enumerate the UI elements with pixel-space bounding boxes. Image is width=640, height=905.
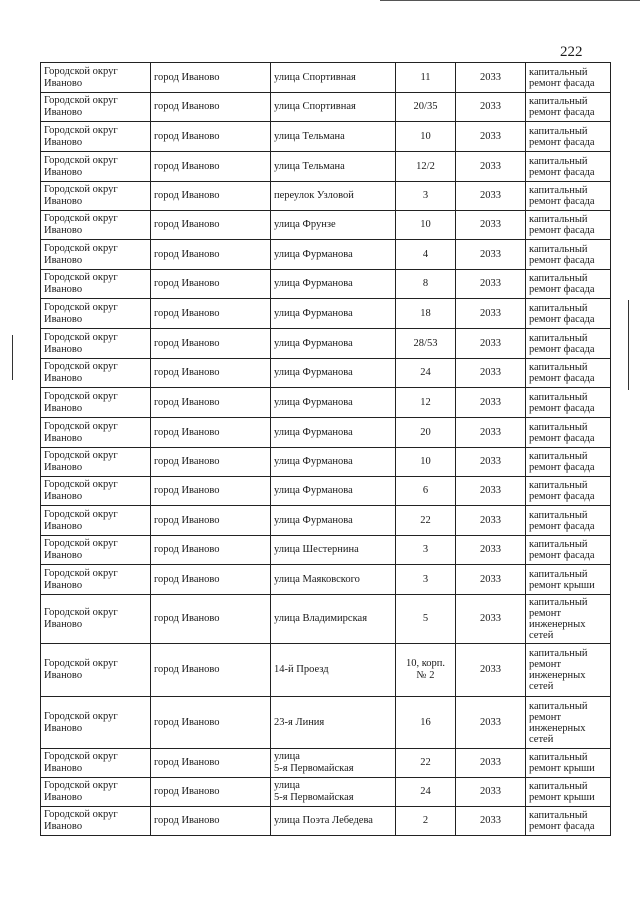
house-number-cell: 22 <box>396 749 456 778</box>
year-cell: 2033 <box>456 329 526 359</box>
city-cell: город Иваново <box>151 63 271 93</box>
street-cell: улица Поэта Лебедева <box>271 807 396 836</box>
year-cell: 2033 <box>456 807 526 836</box>
street-cell: улица Фурманова <box>271 418 396 448</box>
house-number-cell: 10 <box>396 448 456 477</box>
year-cell: 2033 <box>456 152 526 182</box>
work-type-cell: капитальный ремонт фасада <box>526 122 611 152</box>
municipal-district-cell: Городской округ Иваново <box>41 329 151 359</box>
city-cell: город Иваново <box>151 448 271 477</box>
street-cell: улица Спортивная <box>271 93 396 122</box>
house-number-cell: 20 <box>396 418 456 448</box>
work-type-cell: капитальный ремонт инженерных сетей <box>526 595 611 644</box>
work-type-cell: капитальный ремонт фасада <box>526 152 611 182</box>
municipal-district-cell: Городской округ Иваново <box>41 270 151 299</box>
table-row <box>41 807 611 836</box>
city-cell: город Иваново <box>151 359 271 388</box>
work-type-cell: капитальный ремонт фасада <box>526 418 611 448</box>
municipal-district-cell: Городской округ Иваново <box>41 807 151 836</box>
house-number-cell: 12/2 <box>396 152 456 182</box>
city-cell: город Иваново <box>151 749 271 778</box>
work-type-cell: капитальный ремонт фасада <box>526 477 611 506</box>
registry-table <box>40 62 611 836</box>
work-type-cell: капитальный ремонт фасада <box>526 211 611 240</box>
municipal-district-cell: Городской округ Иваново <box>41 536 151 565</box>
municipal-district-cell: Городской округ Иваново <box>41 477 151 506</box>
registry-table-body <box>41 63 611 836</box>
table-row <box>41 506 611 536</box>
scan-edge-line <box>380 0 640 7</box>
city-cell: город Иваново <box>151 211 271 240</box>
year-cell: 2033 <box>456 63 526 93</box>
work-type-cell: капитальный ремонт фасада <box>526 506 611 536</box>
table-row <box>41 418 611 448</box>
work-type-cell: капитальный ремонт фасада <box>526 329 611 359</box>
street-cell: улица Тельмана <box>271 122 396 152</box>
municipal-district-cell: Городской округ Иваново <box>41 644 151 697</box>
table-row <box>41 93 611 122</box>
work-type-cell: капитальный ремонт фасада <box>526 182 611 211</box>
year-cell: 2033 <box>456 778 526 807</box>
municipal-district-cell: Городской округ Иваново <box>41 388 151 418</box>
table-row <box>41 595 611 644</box>
table-row <box>41 565 611 595</box>
street-cell: улица Фурманова <box>271 270 396 299</box>
street-cell: 14-й Проезд <box>271 644 396 697</box>
year-cell: 2033 <box>456 477 526 506</box>
municipal-district-cell: Городской округ Иваново <box>41 595 151 644</box>
street-cell: улица Тельмана <box>271 152 396 182</box>
city-cell: город Иваново <box>151 644 271 697</box>
city-cell: город Иваново <box>151 807 271 836</box>
table-row <box>41 778 611 807</box>
house-number-cell: 12 <box>396 388 456 418</box>
municipal-district-cell: Городской округ Иваново <box>41 182 151 211</box>
year-cell: 2033 <box>456 182 526 211</box>
table-row <box>41 240 611 270</box>
work-type-cell: капитальный ремонт фасада <box>526 448 611 477</box>
street-cell: улица Шестернина <box>271 536 396 565</box>
house-number-cell: 10, корп. № 2 <box>396 644 456 697</box>
house-number-cell: 8 <box>396 270 456 299</box>
scan-edge-mark-right <box>628 300 629 390</box>
work-type-cell: капитальный ремонт крыши <box>526 778 611 807</box>
municipal-district-cell: Городской округ Иваново <box>41 448 151 477</box>
work-type-cell: капитальный ремонт инженерных сетей <box>526 644 611 697</box>
year-cell: 2033 <box>456 359 526 388</box>
street-cell: улица 5-я Первомайская <box>271 778 396 807</box>
house-number-cell: 11 <box>396 63 456 93</box>
year-cell: 2033 <box>456 240 526 270</box>
table-row <box>41 359 611 388</box>
house-number-cell: 18 <box>396 299 456 329</box>
table-row <box>41 749 611 778</box>
city-cell: город Иваново <box>151 270 271 299</box>
year-cell: 2033 <box>456 122 526 152</box>
work-type-cell: капитальный ремонт инженерных сетей <box>526 697 611 749</box>
year-cell: 2033 <box>456 697 526 749</box>
street-cell: улица Владимирская <box>271 595 396 644</box>
year-cell: 2033 <box>456 211 526 240</box>
street-cell: улица Фурманова <box>271 506 396 536</box>
municipal-district-cell: Городской округ Иваново <box>41 697 151 749</box>
municipal-district-cell: Городской округ Иваново <box>41 240 151 270</box>
house-number-cell: 3 <box>396 565 456 595</box>
city-cell: город Иваново <box>151 93 271 122</box>
year-cell: 2033 <box>456 299 526 329</box>
city-cell: город Иваново <box>151 697 271 749</box>
table-row <box>41 63 611 93</box>
work-type-cell: капитальный ремонт фасада <box>526 388 611 418</box>
city-cell: город Иваново <box>151 595 271 644</box>
city-cell: город Иваново <box>151 506 271 536</box>
house-number-cell: 22 <box>396 506 456 536</box>
municipal-district-cell: Городской округ Иваново <box>41 211 151 240</box>
work-type-cell: капитальный ремонт фасада <box>526 359 611 388</box>
street-cell: 23-я Линия <box>271 697 396 749</box>
year-cell: 2033 <box>456 388 526 418</box>
year-cell: 2033 <box>456 536 526 565</box>
table-row <box>41 536 611 565</box>
city-cell: город Иваново <box>151 565 271 595</box>
house-number-cell: 28/53 <box>396 329 456 359</box>
city-cell: город Иваново <box>151 152 271 182</box>
city-cell: город Иваново <box>151 122 271 152</box>
city-cell: город Иваново <box>151 299 271 329</box>
year-cell: 2033 <box>456 644 526 697</box>
street-cell: улица 5-я Первомайская <box>271 749 396 778</box>
house-number-cell: 4 <box>396 240 456 270</box>
year-cell: 2033 <box>456 506 526 536</box>
street-cell: улица Фурманова <box>271 359 396 388</box>
municipal-district-cell: Городской округ Иваново <box>41 122 151 152</box>
page-number: 222 <box>560 44 583 60</box>
street-cell: улица Фурманова <box>271 388 396 418</box>
table-row <box>41 152 611 182</box>
work-type-cell: капитальный ремонт фасада <box>526 240 611 270</box>
house-number-cell: 24 <box>396 359 456 388</box>
year-cell: 2033 <box>456 270 526 299</box>
table-row <box>41 299 611 329</box>
street-cell: улица Фрунзе <box>271 211 396 240</box>
street-cell: улица Фурманова <box>271 477 396 506</box>
year-cell: 2033 <box>456 93 526 122</box>
work-type-cell: капитальный ремонт крыши <box>526 565 611 595</box>
year-cell: 2033 <box>456 749 526 778</box>
city-cell: город Иваново <box>151 240 271 270</box>
table-row <box>41 644 611 697</box>
municipal-district-cell: Городской округ Иваново <box>41 359 151 388</box>
municipal-district-cell: Городской округ Иваново <box>41 506 151 536</box>
house-number-cell: 16 <box>396 697 456 749</box>
street-cell: улица Маяковского <box>271 565 396 595</box>
year-cell: 2033 <box>456 418 526 448</box>
table-row <box>41 211 611 240</box>
municipal-district-cell: Городской округ Иваново <box>41 778 151 807</box>
city-cell: город Иваново <box>151 418 271 448</box>
work-type-cell: капитальный ремонт фасада <box>526 299 611 329</box>
work-type-cell: капитальный ремонт фасада <box>526 63 611 93</box>
table-row <box>41 182 611 211</box>
year-cell: 2033 <box>456 448 526 477</box>
table-row <box>41 388 611 418</box>
city-cell: город Иваново <box>151 477 271 506</box>
house-number-cell: 2 <box>396 807 456 836</box>
city-cell: город Иваново <box>151 778 271 807</box>
work-type-cell: капитальный ремонт фасада <box>526 93 611 122</box>
work-type-cell: капитальный ремонт фасада <box>526 536 611 565</box>
house-number-cell: 24 <box>396 778 456 807</box>
street-cell: улица Фурманова <box>271 240 396 270</box>
year-cell: 2033 <box>456 595 526 644</box>
house-number-cell: 6 <box>396 477 456 506</box>
house-number-cell: 10 <box>396 211 456 240</box>
municipal-district-cell: Городской округ Иваново <box>41 63 151 93</box>
city-cell: город Иваново <box>151 388 271 418</box>
city-cell: город Иваново <box>151 536 271 565</box>
street-cell: переулок Узловой <box>271 182 396 211</box>
municipal-district-cell: Городской округ Иваново <box>41 299 151 329</box>
scan-edge-mark-left <box>12 335 13 380</box>
city-cell: город Иваново <box>151 329 271 359</box>
municipal-district-cell: Городской округ Иваново <box>41 93 151 122</box>
table-row <box>41 270 611 299</box>
work-type-cell: капитальный ремонт фасада <box>526 807 611 836</box>
table-row <box>41 697 611 749</box>
table-row <box>41 122 611 152</box>
street-cell: улица Фурманова <box>271 329 396 359</box>
work-type-cell: капитальный ремонт крыши <box>526 749 611 778</box>
year-cell: 2033 <box>456 565 526 595</box>
house-number-cell: 3 <box>396 182 456 211</box>
municipal-district-cell: Городской округ Иваново <box>41 418 151 448</box>
municipal-district-cell: Городской округ Иваново <box>41 565 151 595</box>
street-cell: улица Фурманова <box>271 299 396 329</box>
house-number-cell: 5 <box>396 595 456 644</box>
street-cell: улица Фурманова <box>271 448 396 477</box>
work-type-cell: капитальный ремонт фасада <box>526 270 611 299</box>
street-cell: улица Спортивная <box>271 63 396 93</box>
table-row <box>41 477 611 506</box>
table-row <box>41 329 611 359</box>
municipal-district-cell: Городской округ Иваново <box>41 152 151 182</box>
house-number-cell: 3 <box>396 536 456 565</box>
house-number-cell: 20/35 <box>396 93 456 122</box>
municipal-district-cell: Городской округ Иваново <box>41 749 151 778</box>
house-number-cell: 10 <box>396 122 456 152</box>
table-row <box>41 448 611 477</box>
city-cell: город Иваново <box>151 182 271 211</box>
